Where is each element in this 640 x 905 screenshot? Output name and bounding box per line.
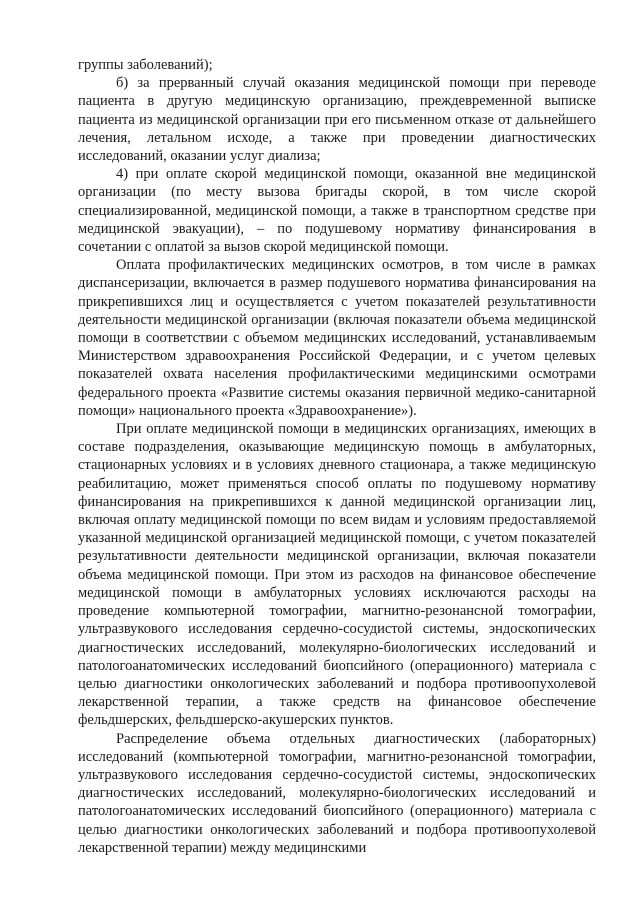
paragraph-per-capita-payment: При оплате медицинской помощи в медицинских организациях, имеющих в составе подразделения, оказывающие медицинскую помощь в амбулаторных, стационарных условиях и в условиях дневного стационара, а также медицинскую реабилитацию, может применяться способ оплаты по подушевому нормативу финансирования на прикрепившихся к данной медицинской организации лиц, включая оплату медицинской помощи по всем видам и условиям предоставляемой указанной медицинской организацией медицинской помощи, с учетом показателей результативности деятельности медицинской организации, включая показатели объема медицинской помощи. При этом из расходов на финансовое обеспечение медицинской помощи в амбулаторных условиях исключаются расходы на проведение компьютерной томографии, магнитно-резонансной томографии, ультразвукового исследования сердечно-сосудистой системы, эндоскопических диагностических исследований, молекулярно-биологических исследований и патологоанатомических исследований биопсийного (операционного) материала с целью диагностики онкологических заболеваний и подбора противоопухолевой лекарственной терапии, а также средств на финансовое обеспечение фельдшерских, фельдшерско-акушерских пунктов. <box>78 421 596 729</box>
paragraph-preventive-exams: Оплата профилактических медицинских осмотров, в том числе в рамках диспансеризации, включается в размер подушевого норматива финансирования на прикрепившихся лиц и осуществляется с учетом показателей результативности деятельности медицинской организации (включая показатели объема медицинской помощи в соответствии с объемом медицинских исследований, устанавливаемым Министерством здравоохранения Российской Федерации, и с учетом целевых показателей охвата населения профилактическими медицинскими осмотрами федерального проекта «Развитие системы оказания первичной медико-санитарной помощи» национального проекта «Здравоохранение»). <box>78 257 596 419</box>
paragraph-continuation: группы заболеваний); <box>78 57 213 73</box>
paragraph-interrupted-case: б) за прерванный случай оказания медицинской помощи при переводе пациента в другую медицинскую организацию, преждевременной выписке пациента из медицинской организации при его письменном отказе от дальнейшего лечения, летальном исходе, а также при проведении диагностических исследований, оказании услуг диализа; <box>78 75 596 165</box>
document-page <box>78 56 596 857</box>
paragraph-emergency-care: 4) при оплате скорой медицинской помощи, оказанной вне медицинской организации (по месту вызова бригады скорой, в том числе скорой специализированной, медицинской помощи, а также в транспортном средстве при медицинской эвакуации), – по подушевому нормативу финансирования в сочетании с оплатой за вызов скорой медицинской помощи. <box>78 166 596 256</box>
paragraph-diagnostic-distribution: Распределение объема отдельных диагностических (лабораторных) исследований (компьютерной томографии, магнитно-резонансной томографии, ультразвукового исследования сердечно-сосудистой системы, эндоскопических диагностических исследований, молекулярно-биологических исследований и патологоанатомических исследований биопсийного (операционного) материала с целью диагностики онкологических заболеваний и подбора противоопухолевой лекарственной терапии) между медицинскими <box>78 730 596 856</box>
